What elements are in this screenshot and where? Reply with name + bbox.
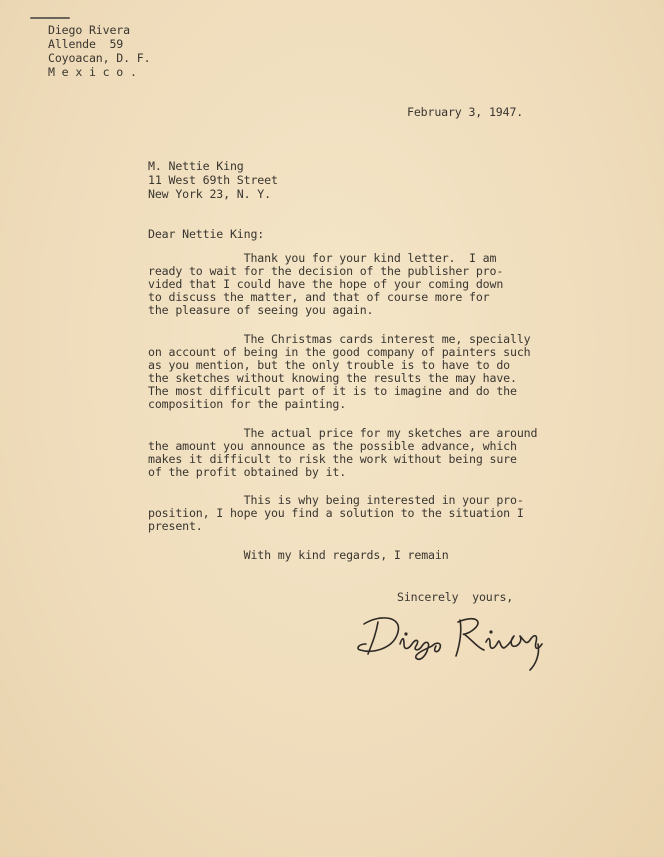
closing: Sincerely yours, xyxy=(397,590,514,604)
body-line: on account of being in the good company of painters such xyxy=(148,345,531,359)
body-line: makes it difficult to risk the work without being sure xyxy=(148,452,517,466)
body-line: of the profit obtained by it. xyxy=(148,465,347,479)
body-line: Thank you for your kind letter. I am xyxy=(148,251,497,265)
body-line: position, I hope you find a solution to the situation I xyxy=(148,506,524,520)
letter-date: February 3, 1947. xyxy=(407,105,524,119)
salutation: Dear Nettie King: xyxy=(148,227,265,241)
recipient-line: M. Nettie King xyxy=(148,159,244,173)
sender-line: Allende 59 xyxy=(48,37,124,51)
body-line: the amount you announce as the possible advance, which xyxy=(148,439,517,453)
ink-mark xyxy=(30,17,70,19)
sender-line: Coyoacan, D. F. xyxy=(48,51,151,65)
body-line: The most difficult part of it is to imagine and do the xyxy=(148,384,517,398)
body-line: The Christmas cards interest me, specially xyxy=(148,332,531,346)
body-line: as you mention, but the only trouble is to have to do xyxy=(148,358,510,372)
body-line: present. xyxy=(148,519,203,533)
signature xyxy=(350,600,560,680)
body-line: With my kind regards, I remain xyxy=(148,548,449,562)
body-line: the sketches without knowing the results the may have. xyxy=(148,371,517,385)
recipient-line: 11 West 69th Street xyxy=(148,173,278,187)
recipient-line: New York 23, N. Y. xyxy=(148,187,271,201)
sender-line: M e x i c o . xyxy=(48,65,137,79)
body-line: vided that I could have the hope of your coming down xyxy=(148,277,504,291)
body-line: to discuss the matter, and that of course more for xyxy=(148,290,490,304)
body-line: The actual price for my sketches are around xyxy=(148,426,538,440)
sender-line: Diego Rivera xyxy=(48,23,130,37)
body-line: composition for the painting. xyxy=(148,397,347,411)
body-line: the pleasure of seeing you again. xyxy=(148,303,374,317)
body-line: This is why being interested in your pro- xyxy=(148,493,524,507)
body-line: ready to wait for the decision of the publisher pro- xyxy=(148,264,504,278)
